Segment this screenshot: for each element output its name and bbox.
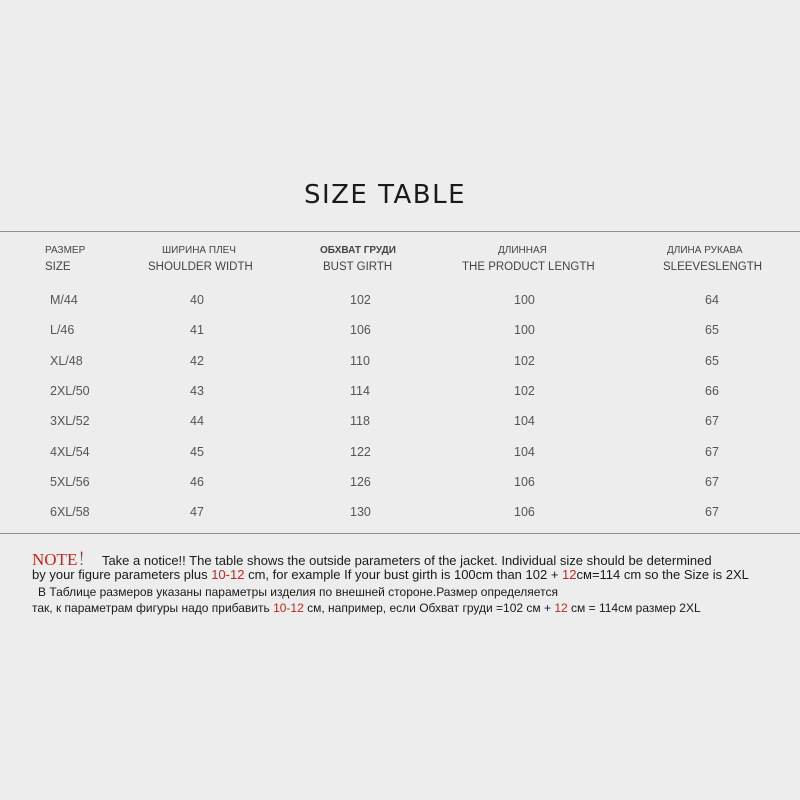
page-title: SIZE TABLE — [303, 180, 467, 210]
header-size-en: SIZE — [45, 261, 71, 273]
cell-product-length: 100 — [514, 293, 535, 307]
note-highlight-value-ru: 12 — [554, 601, 568, 615]
cell-bust-girth: 118 — [350, 414, 370, 428]
cell-size: L/46 — [50, 323, 75, 337]
cell-size: 6XL/58 — [50, 505, 90, 519]
cell-product-length: 104 — [514, 445, 535, 459]
cell-sleeve-length: 67 — [705, 414, 719, 428]
cell-bust-girth: 126 — [350, 475, 371, 489]
header-size-ru: РАЗМЕР — [45, 245, 86, 256]
header-bust-girth-en: BUST GIRTH — [323, 261, 393, 273]
note-line-2 — [32, 567, 800, 582]
header-bust-girth — [320, 243, 396, 275]
note-line-3: В Таблице размеров указаны параметры изделия по внешней стороне.Размер определяется — [38, 585, 558, 599]
note-text-en-1: Take a notice!! The table shows the outside parameters of the jacket. Individual size should be determined — [101, 553, 712, 568]
cell-size: 5XL/56 — [50, 475, 90, 489]
cell-shoulder-width: 42 — [190, 354, 204, 368]
cell-sleeve-length: 65 — [705, 354, 719, 368]
cell-sleeve-length: 67 — [705, 505, 719, 519]
cell-product-length: 100 — [514, 323, 535, 337]
cell-product-length: 102 — [514, 384, 535, 398]
cell-bust-girth: 110 — [350, 354, 370, 368]
note-text-en-2c: см=114 cm so the Size is 2XL — [576, 567, 749, 582]
header-bust-girth-ru: ОБХВАТ ГРУДИ — [320, 245, 396, 256]
table-bottom-divider — [0, 533, 800, 534]
header-sleeve-length — [663, 243, 762, 275]
header-shoulder-width-ru: ШИРИНА ПЛЕЧ — [162, 245, 236, 256]
note-text-en-2b: cm, for example If your bust girth is 100cm than 102 + — [244, 567, 563, 582]
cell-shoulder-width: 41 — [190, 323, 204, 337]
cell-size: 4XL/54 — [50, 445, 90, 459]
cell-bust-girth: 130 — [350, 505, 371, 519]
cell-shoulder-width: 46 — [190, 475, 204, 489]
cell-product-length: 106 — [514, 505, 535, 519]
cell-sleeve-length: 64 — [705, 293, 719, 307]
cell-bust-girth: 114 — [350, 384, 370, 398]
cell-product-length: 104 — [514, 414, 535, 428]
cell-size: M/44 — [50, 293, 78, 307]
header-shoulder-width-en: SHOULDER WIDTH — [148, 261, 253, 273]
cell-shoulder-width: 40 — [190, 293, 204, 307]
cell-product-length: 102 — [514, 354, 535, 368]
header-product-length — [462, 243, 595, 275]
note-text-ru-4c: см = 114см размер 2XL — [567, 601, 701, 615]
cell-bust-girth: 106 — [350, 323, 371, 337]
header-sleeve-length-ru: ДЛИНА РУКАВА — [667, 245, 743, 256]
cell-sleeve-length: 66 — [705, 384, 719, 398]
header-sleeve-length-en: SLEEVESLENGTH — [663, 261, 763, 273]
cell-bust-girth: 102 — [350, 293, 371, 307]
cell-size: 2XL/50 — [50, 384, 90, 398]
cell-shoulder-width: 44 — [190, 414, 204, 428]
cell-shoulder-width: 47 — [190, 505, 204, 519]
header-product-length-en: THE PRODUCT LENGTH — [462, 261, 595, 273]
cell-bust-girth: 122 — [350, 445, 371, 459]
table-top-divider — [0, 231, 800, 232]
cell-sleeve-length: 67 — [705, 475, 719, 489]
note-highlight-range: 10-12 — [211, 567, 245, 582]
cell-shoulder-width: 43 — [190, 384, 204, 398]
cell-product-length: 106 — [514, 475, 535, 489]
header-size — [45, 243, 85, 275]
note-text-ru-4b: см, например, если Обхват груди =102 см + — [303, 601, 555, 615]
header-shoulder-width — [148, 243, 253, 275]
header-product-length-ru: ДЛИННАЯ — [498, 245, 547, 256]
note-highlight-range-ru: 10-12 — [273, 601, 304, 615]
cell-size: XL/48 — [50, 354, 83, 368]
cell-sleeve-length: 67 — [705, 445, 719, 459]
cell-shoulder-width: 45 — [190, 445, 204, 459]
cell-sleeve-length: 65 — [705, 323, 719, 337]
note-text-ru-4a: так, к параметрам фигуры надо прибавить — [32, 601, 274, 615]
note-label: NOTE！ — [32, 550, 95, 569]
cell-size: 3XL/52 — [50, 414, 90, 428]
note-text-en-2a: by your figure parameters plus — [32, 567, 212, 582]
note-line-4 — [32, 601, 800, 615]
note-highlight-value: 12 — [562, 567, 577, 582]
